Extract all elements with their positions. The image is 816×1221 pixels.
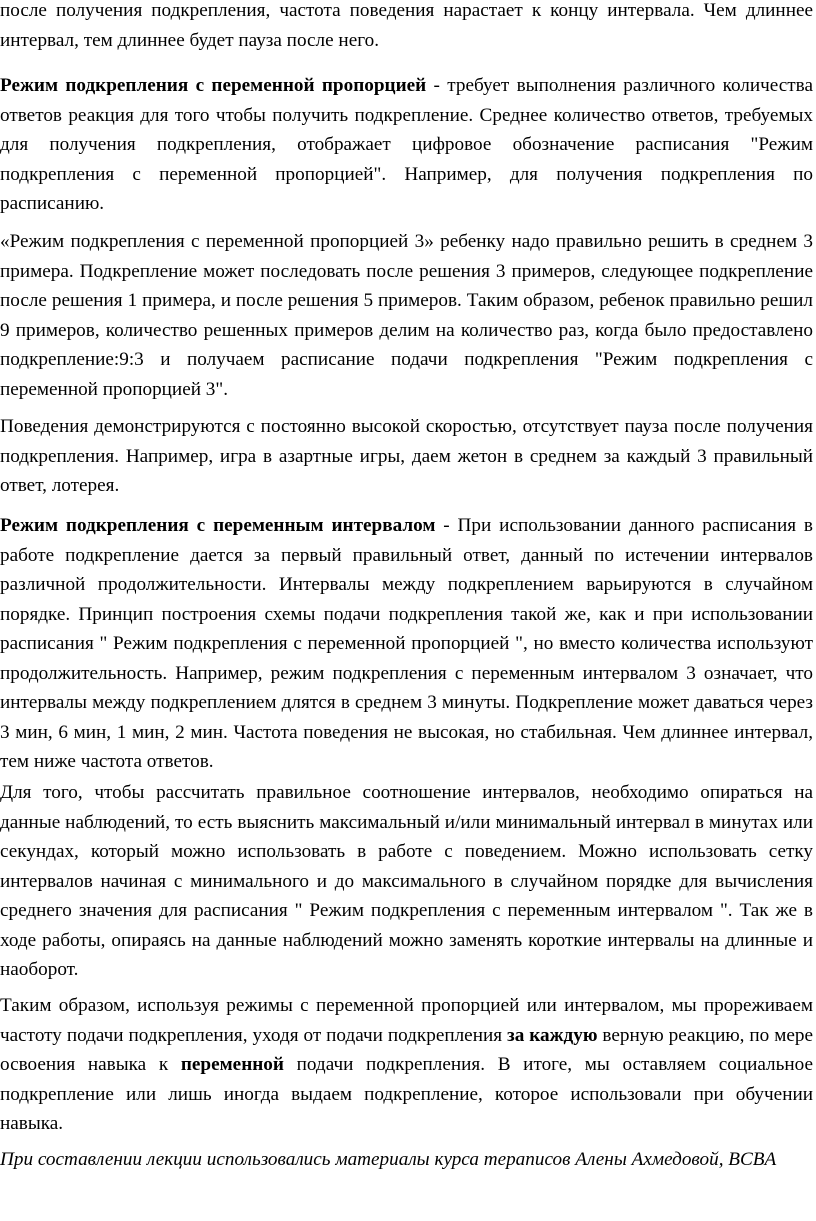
paragraph-text: - требует выполнения различного количества ответов реакция для того чтобы получить подкрепление. Среднее количество ответов, требуемых для получения подкрепления, отображает цифровое обозначение расписания "Режим подкрепления с переменной пропорцией". Например, для получения подкрепления по расписанию. [0, 75, 814, 214]
paragraph-source-credit [0, 1145, 813, 1175]
paragraph-conclusion [0, 991, 813, 1139]
paragraph-text: «Режим подкрепления с переменной пропорцией 3» ребенку надо правильно решить в среднем 3 примера. Подкрепление может последовать после решения 3 примеров, следующее подкрепление после решения 1 примера, и после решения 5 примеров. Таким образом, ребенок правильно решил 9 примеров, количество решенных примеров делим на количество раз, когда было предоставлено подкрепление:9:3 и получаем расписание подачи подкрепления "Режим подкрепления с переменной пропорцией 3". [0, 231, 813, 400]
term-variable-ratio: Режим подкрепления с переменной пропорцией [0, 75, 427, 96]
paragraph-variable-ratio-definition [0, 71, 813, 219]
source-credit-text: При составлении лекции использовались материалы курса тераписов Алены Ахмедовой, BCBA [0, 1149, 777, 1170]
emphasis-variable: переменной [180, 1054, 284, 1075]
paragraph-text: - При использовании данного расписания в работе подкрепление дается за первый правильный ответ, данный по истечении интервалов различной продолжительности. Интервалы между подкреплением варьируются в случайном порядке. Принцип построения схемы подачи подкрепления такой же, как и при использовании расписания " Режим подкрепления с переменной пропорцией ", но вместо количества используют продолжительность. Например, режим подкрепления с переменным интервалом 3 означает, что интервалы между подкреплением длятся в среднем 3 минуты. Подкрепление может даваться через 3 мин, 6 мин, 1 мин, 2 мин. Частота поведения не высокая, но стабильная. Чем длиннее интервал, тем ниже частота ответов. [0, 515, 813, 772]
paragraph-interval-calculation [0, 778, 813, 985]
paragraph-text: Поведения демонстрируются с постоянно высокой скоростью, отсутствует пауза после получения подкрепления. Например, игра в азартные игры, даем жетон в среднем за каждый 3 правильный ответ, лотерея. [0, 416, 813, 496]
paragraph-text: подачи подкрепления. В итоге, мы оставляем социальное подкрепление или лишь иногда выдаем подкрепление, которое использовали при обучении навыка. [0, 1054, 813, 1134]
paragraph-text: Таким образом, используя режимы с переменной пропорцией или интервалом, мы прореживаем частоту подачи подкрепления, уходя от подачи подкрепления [0, 995, 813, 1046]
paragraph-variable-ratio-behavior [0, 412, 813, 501]
paragraph-text: Для того, чтобы рассчитать правильное соотношение интервалов, необходимо опираться на данные наблюдений, то есть выяснить максимальный и/или минимальный интервал в минутах или секундах, который можно использовать в работе с поведением. Можно использовать сетку интервалов начиная с минимального и до максимального в случайном порядке для вычисления среднего значения для расписания " Режим подкрепления с переменным интервалом ". Так же в ходе работы, опираясь на данные наблюдений можно заменять короткие интервалы на длинные и наоборот. [0, 782, 813, 980]
paragraph-interval-pause [0, 0, 813, 55]
emphasis-each: за каждую [507, 1024, 598, 1046]
term-variable-interval: Режим подкрепления с переменным интервалом [0, 515, 436, 536]
paragraph-variable-ratio-example [0, 227, 813, 404]
paragraph-text: верную реакцию, по мере освоения навыка к [0, 1024, 813, 1075]
paragraph-text: после получения подкрепления, частота поведения нарастает к концу интервала. Чем длиннее интервал, тем длиннее будет пауза после него. [0, 0, 813, 51]
paragraph-variable-interval-definition [0, 511, 813, 777]
